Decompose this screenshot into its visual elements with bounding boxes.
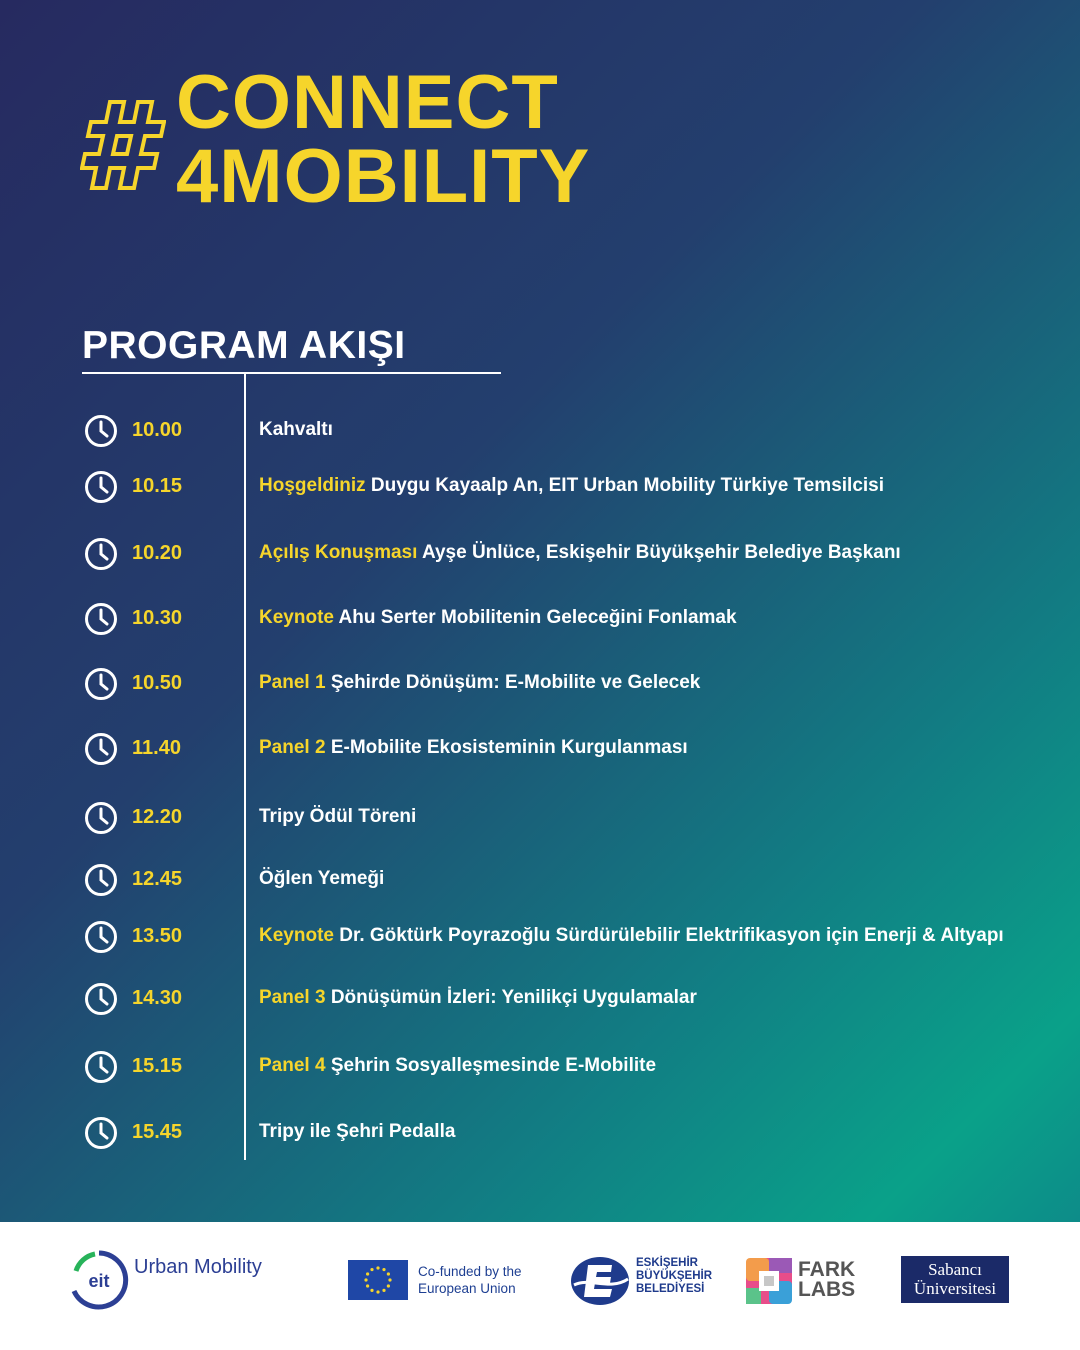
eu-line-1: Co-funded by the <box>418 1264 522 1279</box>
program-text: Dönüşümün İzleri: Yenilikçi Uygulamalar <box>330 987 697 1008</box>
program-time: 15.45 <box>132 1121 183 1143</box>
eskisehir-line-3: BELEDİYESİ <box>636 1283 705 1295</box>
eit-name: Urban Mobility <box>134 1256 262 1278</box>
eskisehir-line-1: ESKİŞEHİR <box>636 1257 698 1269</box>
program-item <box>82 411 1042 451</box>
clock-icon <box>84 537 118 571</box>
clock-icon <box>84 1050 118 1084</box>
program-session-type: Keynote <box>259 607 334 628</box>
program-item <box>82 534 1042 574</box>
program-description <box>259 1121 455 1143</box>
hash-logo-icon <box>80 98 166 190</box>
program-item <box>82 729 1042 769</box>
clock-icon <box>84 667 118 701</box>
clock-icon <box>84 863 118 897</box>
program-heading: PROGRAM AKIŞI <box>82 324 406 367</box>
fark-labs-mosaic-icon <box>746 1258 792 1304</box>
program-item <box>82 979 1042 1019</box>
program-text: Ayşe Ünlüce, Eskişehir Büyükşehir Belediye Başkanı <box>421 542 901 563</box>
eu-line-2: European Union <box>418 1281 516 1296</box>
eu-flag-icon <box>348 1260 408 1300</box>
eu-star <box>366 1284 369 1287</box>
program-time: 10.15 <box>132 475 183 497</box>
eu-star <box>376 1290 379 1293</box>
eskisehir-municipality-logo <box>570 1255 720 1307</box>
program-time: 12.20 <box>132 806 183 828</box>
program-text: Şehrin Sosyalleşmesinde E-Mobilite <box>330 1055 657 1076</box>
clock-icon <box>84 414 118 448</box>
program-description <box>259 987 697 1009</box>
program-description <box>259 806 416 828</box>
program-session-type: Keynote <box>259 925 334 946</box>
program-text: Öğlen Yemeği <box>259 868 385 889</box>
program-item <box>82 599 1042 639</box>
eu-star <box>388 1278 391 1281</box>
program-item <box>82 1047 1042 1087</box>
program-item <box>82 860 1042 900</box>
fark-line-1: FARK <box>798 1258 856 1281</box>
heading-underline <box>82 372 501 374</box>
eu-cofunded-logo <box>348 1260 538 1300</box>
program-text: Tripy Ödül Töreni <box>259 806 417 827</box>
title-line-1: CONNECT <box>176 60 559 145</box>
program-text: Şehirde Dönüşüm: E-Mobilite ve Gelecek <box>330 672 701 693</box>
program-text: Tripy ile Şehri Pedalla <box>259 1121 456 1142</box>
program-description <box>259 868 384 890</box>
clock-icon <box>84 920 118 954</box>
program-description <box>259 542 901 564</box>
program-time: 13.50 <box>132 925 183 947</box>
fark-labs-logo <box>746 1258 866 1304</box>
eu-star <box>387 1272 390 1275</box>
eu-star <box>370 1268 373 1271</box>
eskisehir-line-2: BÜYÜKŞEHİR <box>636 1270 713 1282</box>
eit-urban-mobility-logo <box>68 1249 298 1311</box>
program-description <box>259 419 333 441</box>
program-time: 10.20 <box>132 542 183 564</box>
eit-mark: eit <box>88 1271 110 1291</box>
sabanci-university-logo <box>901 1256 1009 1303</box>
program-item <box>82 798 1042 838</box>
program-description <box>259 672 700 694</box>
sabanci-line-1: Sabancı <box>928 1260 982 1279</box>
eu-star <box>364 1278 367 1281</box>
program-time: 15.15 <box>132 1055 183 1077</box>
eit-ring-icon <box>68 1249 130 1311</box>
program-session-type: Açılış Konuşması <box>259 542 418 563</box>
program-item <box>82 1113 1042 1153</box>
program-text: Ahu Serter Mobilitenin Geleceğini Fonlamak <box>338 607 737 628</box>
program-session-type: Hoşgeldiniz <box>259 475 366 496</box>
title-line-2: 4MOBILITY <box>176 134 591 219</box>
clock-icon <box>84 732 118 766</box>
eu-star <box>366 1272 369 1275</box>
event-title <box>176 60 591 219</box>
program-description <box>259 925 1004 947</box>
program-time: 10.00 <box>132 419 183 441</box>
sabanci-line-2: Üniversitesi <box>913 1279 997 1298</box>
eu-star <box>376 1266 379 1269</box>
clock-icon <box>84 1116 118 1150</box>
clock-icon <box>84 982 118 1016</box>
program-session-type: Panel 3 <box>259 987 326 1008</box>
program-text: Dr. Göktürk Poyrazoğlu Sürdürülebilir Elektrifikasyon için Enerji & Altyapı <box>339 925 1004 946</box>
program-item <box>82 467 1042 507</box>
program-session-type: Panel 1 <box>259 672 326 693</box>
program-text: Duygu Kayaalp An, EIT Urban Mobility Türkiye Temsilcisi <box>370 475 885 496</box>
fark-line-2: LABS <box>798 1278 856 1301</box>
program-time: 12.45 <box>132 868 183 890</box>
eskisehir-emblem-icon <box>570 1255 630 1307</box>
eu-star <box>387 1284 390 1287</box>
eu-star <box>382 1268 385 1271</box>
program-description <box>259 1055 656 1077</box>
clock-icon <box>84 602 118 636</box>
program-time: 10.50 <box>132 672 183 694</box>
eu-star <box>382 1289 385 1292</box>
program-item <box>82 664 1042 704</box>
program-description <box>259 737 688 759</box>
clock-icon <box>84 801 118 835</box>
program-time: 14.30 <box>132 987 183 1009</box>
program-description <box>259 475 884 497</box>
program-item <box>82 917 1042 957</box>
program-text: Kahvaltı <box>259 419 333 440</box>
program-time: 10.30 <box>132 607 183 629</box>
program-session-type: Panel 4 <box>259 1055 326 1076</box>
program-time: 11.40 <box>132 737 181 759</box>
program-description <box>259 607 737 629</box>
clock-icon <box>84 470 118 504</box>
program-text: E-Mobilite Ekosisteminin Kurgulanması <box>330 737 688 758</box>
program-session-type: Panel 2 <box>259 737 326 758</box>
eu-star <box>370 1289 373 1292</box>
